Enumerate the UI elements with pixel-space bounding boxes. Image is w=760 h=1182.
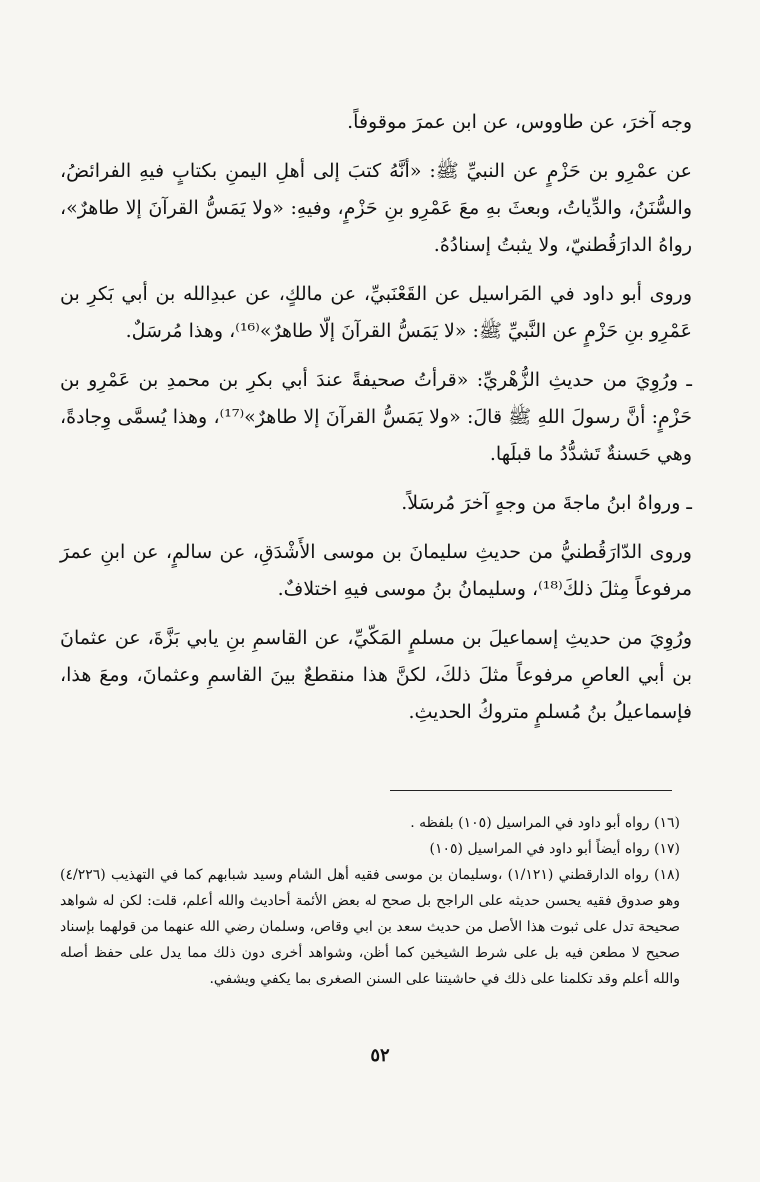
footnote-17: (١٧) رواه أيضاً أبو داود في المراسيل (١٠٥) (429, 841, 680, 857)
paragraph-4: ـ ورُوِيَ من حديثِ الزُّهْريِّ: «قرأتُ صحيفةً عندَ أبي بكرِ بن محمدِ بن عَمْرِو بن حَزْمٍ: أنَّ رسولَ اللهِ ﷺ قالَ: «ولا يَمَسُّ القرآنَ إلا طاهرٌ»⁽¹⁷⁾، وهذا يُسمَّى وِجادةً، وهي حَسنةٌ تَشدُّدُ ما قبلَها. (60, 369, 693, 465)
footnote-18: (١٨) رواه الدارقطني (١/١٢١) ،وسليمان بن موسى فقيه أهل الشام وسيد شبابهم كما في التهذيب (٤/٢٢٦) وهو صدوق فقيه يحسن حديثه على الراجح بل صحح له بعض الأئمة أحاديث والله أعلم، قلت: لكن له شواهد صحيحة تدل على ثبوت هذا الأصل من حديث سعد بن ابي وقاص، وسلمان رضي الله عنهما من قولهما بإسناد صحيح لا مطعن فيه بل على شرط الشيخين كما أظن، وشواهد أخرى دون ذلك مما يدل على حفظ أصله والله أعلم وقد تكلمنا على ذلك في حاشيتنا على السنن الصغرى بما يكفي ويشفي. (60, 867, 680, 987)
page-number: ٥٢ (370, 1045, 390, 1066)
paragraph-5: ـ ورواهُ ابنُ ماجةَ من وجهٍ آخرَ مُرسَلاً. (401, 492, 692, 514)
paragraph-7: ورُوِيَ من حديثِ إسماعيلَ بن مسلمٍ المَكّيِّ، عن القاسمِ بنِ يابي بَزَّةَ، عن عثمانَ بن أبي العاصِ مرفوعاً مثلَ ذلكَ، لكنَّ هذا منقطعٌ بينَ القاسمِ وعثمانَ، ومعَ هذا، فإسماعيلُ بنُ مُسلمٍ متروكُ الحديثِ. (60, 627, 692, 723)
main-text (60, 104, 692, 743)
paragraph-1: وجه آخرَ، عن طاووس، عن ابن عمرَ موقوفاً. (347, 111, 692, 133)
footnote-16: (١٦) رواه أبو داود في المراسيل (١٠٥) بلفظه . (410, 815, 680, 831)
paragraph-3: وروى أبو داود في المَراسيل عن القَعْنَبيِّ، عن مالكٍ، عن عبدِالله بن أبي بَكرِ بن عَمْرِو بنِ حَزْمٍ عن النَّبيِّ ﷺ: «لا يَمَسُّ القرآنَ إلّا طاهرٌ»⁽¹⁶⁾، وهذا مُرسَلٌ. (60, 283, 692, 342)
footnote-separator (390, 790, 672, 791)
footnotes (60, 810, 680, 992)
paragraph-6: وروى الدّارَقُطنيُّ من حديثِ سليمانَ بن موسى الأَشْدَقِ، عن سالمٍ، عن ابنِ عمرَ مرفوعاً مِثلَ ذلكَ⁽¹⁸⁾، وسليمانُ بنُ موسى فيهِ اختلافٌ. (60, 541, 692, 600)
paragraph-2: عن عمْرِو بن حَزْمٍ عن النبيِّ ﷺ: «أنَّهُ كتبَ إلى أهلِ اليمنِ بكتابٍ فيهِ الفرائضُ، والسُّنَنُ، والدِّياتُ، وبعثَ بهِ معَ عَمْرِو بنِ حَزْمٍ، وفيهِ: «ولا يَمَسُّ القرآنَ إلا طاهرٌ»، رواهُ الدارَقُطنيّ، ولا يثبتُ إسنادُهُ. (60, 160, 692, 256)
